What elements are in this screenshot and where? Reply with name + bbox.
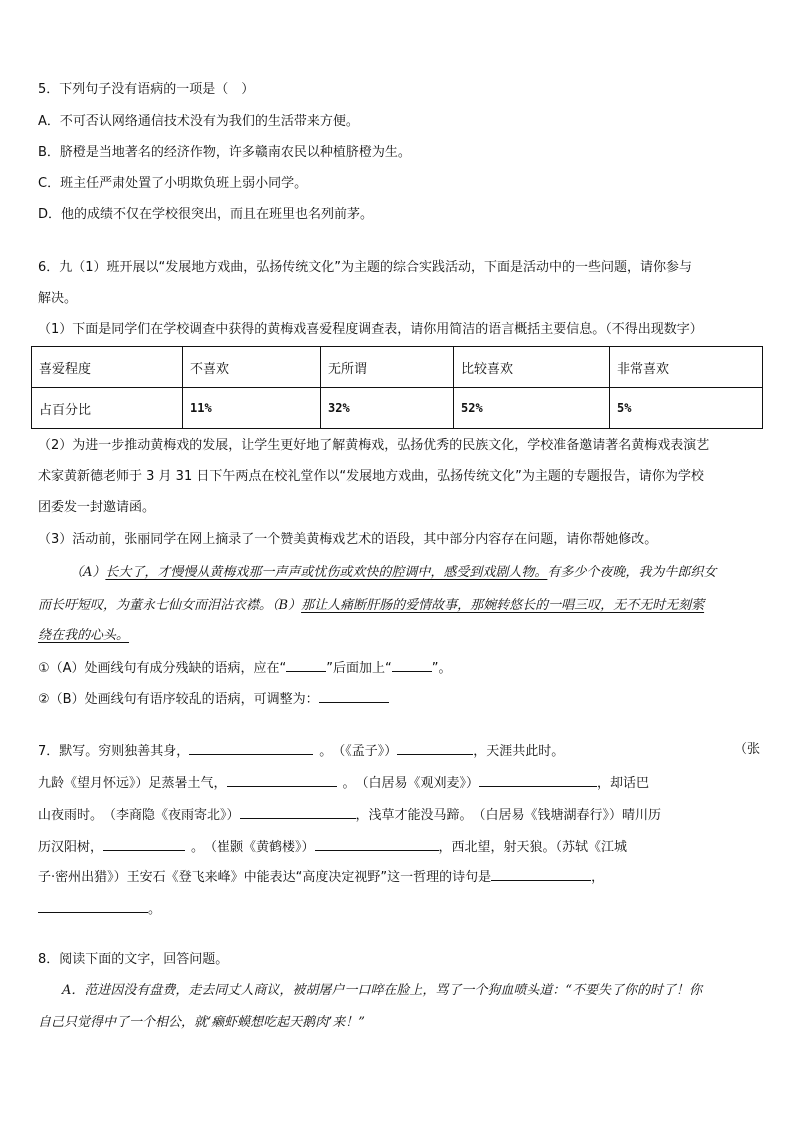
q5-option-c: C．班主任严肃处置了小明欺负班上弱小同学。 xyxy=(38,176,308,191)
underlined-sentence-b: 那让人痛断肝肠的爱情故事，那婉转悠长的一唱三叹，无不无时无刻萦 xyxy=(301,598,705,613)
table-cell: 喜爱程度 xyxy=(32,347,183,388)
q7-text: 子·密州出猎》）王安石《登飞来峰》中能表达“高度决定视野”这一哲理的诗句是 xyxy=(38,870,492,885)
fix1-text: ”。 xyxy=(431,661,452,676)
q7-text: 。 xyxy=(148,902,162,917)
passage-text: 有多少个夜晚，我为牛郎织女 xyxy=(547,565,717,580)
q6-fix1 xyxy=(38,657,760,679)
answer-blank[interactable] xyxy=(479,772,597,787)
q6-sub2-line3: 团委发一封邀请函。 xyxy=(38,500,156,515)
q6-stem-line1: 6．九（1）班开展以“发展地方戏曲，弘扬传统文化”为主题的综合实践活动，下面是活动中的一些问题，请你参与 xyxy=(38,260,693,275)
q5-option-a: A．不可否认网络通信技术没有为我们的生活带来方便。 xyxy=(38,114,359,129)
q7-line5 xyxy=(38,866,760,888)
answer-blank[interactable] xyxy=(397,740,473,755)
answer-blank[interactable] xyxy=(38,898,148,913)
table-cell: 32% xyxy=(321,388,454,429)
q7-text: ，天涯共此时。 xyxy=(473,744,565,759)
passage-text: 而长吁短叹，为董永七仙女而泪沾衣襟。（B） xyxy=(38,598,302,613)
q6-sub2-line1: （2）为进一步推动黄梅戏的发展，让学生更好地了解黄梅戏，弘扬优秀的民族文化，学校准备邀请著名黄梅戏表演艺 xyxy=(38,438,710,453)
fix1-text: ①（A）处画线句有成分残缺的语病，应在“ xyxy=(38,661,287,676)
q8-passage-line1: A．范进因没有盘费，走去同丈人商议，被胡屠户一口啐在脸上，骂了一个狗血喷头道：“不要失了你的时了！你 xyxy=(62,983,703,998)
table-cell: 不喜欢 xyxy=(183,347,321,388)
q7-line1 xyxy=(38,740,760,762)
table-cell: 无所谓 xyxy=(321,347,454,388)
q5-stem: 5．下列句子没有语病的一项是（ ） xyxy=(38,82,255,97)
q7-line2 xyxy=(38,772,760,794)
q6-sub3: （3）活动前，张丽同学在网上摘录了一个赞美黄梅戏艺术的语段，其中部分内容存在问题，请你帮她修改。 xyxy=(38,532,658,547)
q7-line6 xyxy=(38,898,760,920)
q5-option-d: D．他的成绩不仅在学校很突出，而且在班里也名列前茅。 xyxy=(38,207,374,222)
answer-blank[interactable] xyxy=(319,688,389,703)
answer-blank[interactable] xyxy=(315,836,439,851)
q7-text: ，西北望，射天狼。（苏轼《江城 xyxy=(438,840,628,855)
q7-text: 九龄《望月怀远》）足蒸暑土气， xyxy=(38,776,227,791)
q8-stem: 8．阅读下面的文字，回答问题。 xyxy=(38,952,229,967)
answer-blank[interactable] xyxy=(491,866,591,881)
q8-passage-line2: 自己只觉得中了一个相公，就‘癞虾蟆想吃起天鹅肉’来！” xyxy=(38,1015,365,1030)
passage-label-a: （A） xyxy=(70,565,106,580)
table-row xyxy=(32,388,763,429)
q7-text: 历汉阳树， xyxy=(38,840,104,855)
table-cell: 占百分比 xyxy=(32,388,183,429)
table-cell: 11% xyxy=(183,388,321,429)
q7-text: 7．默写。穷则独善其身， xyxy=(38,744,190,759)
q6-sub2-line2: 术家黄新德老师于 3 月 31 日下午两点在校礼堂作以“发展地方戏曲，弘扬传统文化”为主题的专题报告，请你为学校 xyxy=(38,469,704,484)
fix2-text: ②（B）处画线句有语序较乱的语病，可调整为： xyxy=(38,692,319,707)
q7-text: 。 （《孟子》） xyxy=(319,744,398,759)
answer-blank[interactable] xyxy=(227,772,337,787)
answer-blank[interactable] xyxy=(392,657,432,672)
answer-blank[interactable] xyxy=(240,804,356,819)
passage-line1 xyxy=(70,563,760,583)
q7-text: ，浅草才能没马蹄。 （白居易《钱塘湖春行》）晴川历 xyxy=(355,808,662,823)
answer-blank[interactable] xyxy=(189,740,313,755)
table-cell: 5% xyxy=(610,388,763,429)
q7-line4 xyxy=(38,836,760,858)
underlined-sentence-a: 长大了，才慢慢从黄梅戏那一声声或忧伤或欢快的腔调中，感受到戏剧人物。 xyxy=(105,565,548,580)
answer-blank[interactable] xyxy=(286,657,326,672)
q6-sub1: （1）下面是同学们在学校调查中获得的黄梅戏喜爱程度调查表，请你用简洁的语言概括主要信息。（不得出现数字） xyxy=(38,322,703,337)
q7-line3 xyxy=(38,804,760,826)
table-cell: 非常喜欢 xyxy=(610,347,763,388)
q7-text: 。 （白居易《观刈麦》） xyxy=(342,776,480,791)
survey-table xyxy=(31,346,763,429)
fix1-text: ”后面加上“ xyxy=(326,661,392,676)
passage-line3 xyxy=(38,626,760,646)
table-cell: 比较喜欢 xyxy=(454,347,610,388)
table-cell: 52% xyxy=(454,388,610,429)
q6-stem-line2: 解决。 xyxy=(38,291,78,306)
q7-text: 。 （崔颢《黄鹤楼》） xyxy=(191,840,315,855)
q6-fix2 xyxy=(38,688,760,710)
q7-text: ， xyxy=(591,870,605,885)
underlined-sentence-b: 绕在我的心头。 xyxy=(38,628,130,643)
q7-text: 山夜雨时。 （李商隐《夜雨寄北》） xyxy=(38,808,240,823)
table-row xyxy=(32,347,763,388)
passage-line2 xyxy=(38,596,760,616)
q7-text: ，却话巴 xyxy=(597,776,650,791)
q5-option-b: B．脐橙是当地著名的经济作物，许多赣南农民以种植脐橙为生。 xyxy=(38,145,411,160)
q7-text: （张 xyxy=(733,742,760,757)
answer-blank[interactable] xyxy=(103,836,185,851)
